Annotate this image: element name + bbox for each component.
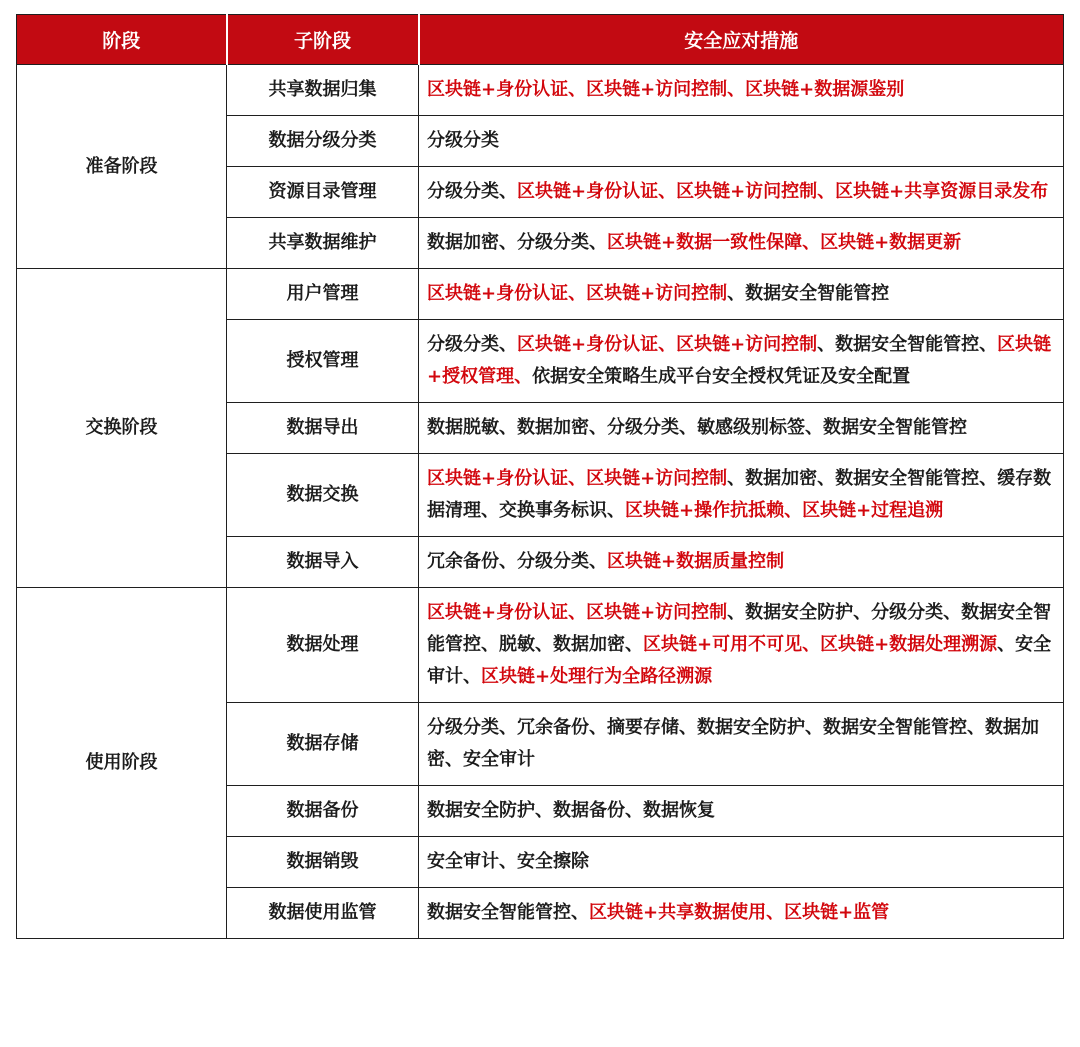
measure-segment: 区块链+身份认证、区块链+访问控制 — [427, 283, 728, 304]
measure-segment: 安全审计、安全擦除 — [427, 851, 589, 872]
table-row — [17, 588, 1064, 703]
measures-cell — [419, 837, 1064, 888]
measure-segment: 区块链+身份认证、区块链+访问控制 — [427, 468, 728, 489]
subphase-cell: 数据销毁 — [227, 837, 419, 888]
table-row — [17, 269, 1064, 320]
measure-segment: 、数据加密、数据安全智能管控、缓存数据清理、交换事务标识、 — [427, 468, 1052, 521]
header-subphase: 子阶段 — [227, 15, 419, 65]
measure-segment: 依据安全策略生成平台安全授权凭证及安全配置 — [532, 366, 911, 387]
measure-segment: 分级分类、冗余备份、摘要存储、数据安全防护、数据安全智能管控、数据加密、安全审计 — [427, 717, 1039, 770]
header-row — [17, 15, 1064, 65]
table-body — [17, 65, 1064, 939]
measure-segment: 区块链+可用不可见、区块链+数据处理溯源 — [643, 634, 998, 655]
table-row — [17, 65, 1064, 116]
phase-cell: 准备阶段 — [17, 65, 227, 269]
measures-cell — [419, 888, 1064, 939]
measure-segment: 数据安全智能管控、 — [427, 902, 589, 923]
measure-segment: 区块链+处理行为全路径溯源 — [481, 666, 713, 687]
measure-segment: 分级分类、 — [427, 334, 517, 355]
measures-cell — [419, 537, 1064, 588]
subphase-cell: 数据处理 — [227, 588, 419, 703]
measure-segment: 分级分类、 — [427, 181, 517, 202]
subphase-cell: 共享数据归集 — [227, 65, 419, 116]
measures-cell — [419, 65, 1064, 116]
measure-segment: 区块链+操作抗抵赖、区块链+过程追溯 — [625, 500, 944, 521]
measure-segment: 分级分类 — [427, 130, 499, 151]
measures-cell — [419, 167, 1064, 218]
measures-cell — [419, 218, 1064, 269]
measure-segment: 冗余备份、分级分类、 — [427, 551, 607, 572]
table-header — [17, 15, 1064, 65]
measures-cell — [419, 320, 1064, 403]
measure-segment: 区块链+数据一致性保障、区块链+数据更新 — [607, 232, 962, 253]
measure-segment: 、数据安全防护、分级分类、数据安全智能管控、脱敏、数据加密、 — [427, 602, 1052, 655]
subphase-cell: 数据存储 — [227, 703, 419, 786]
measures-cell — [419, 588, 1064, 703]
measures-cell — [419, 116, 1064, 167]
measure-segment: 区块链+身份认证、区块链+访问控制 — [517, 334, 818, 355]
measure-segment: 区块链+身份认证、区块链+访问控制 — [427, 602, 728, 623]
measures-cell — [419, 786, 1064, 837]
subphase-cell: 用户管理 — [227, 269, 419, 320]
subphase-cell: 数据备份 — [227, 786, 419, 837]
measure-segment: 、安全审计、 — [427, 634, 1052, 687]
measures-cell — [419, 454, 1064, 537]
measure-segment: 数据加密、分级分类、 — [427, 232, 607, 253]
measures-cell — [419, 269, 1064, 320]
measures-cell — [419, 403, 1064, 454]
measure-segment: 数据脱敏、数据加密、分级分类、敏感级别标签、数据安全智能管控 — [427, 417, 967, 438]
security-measures-table — [16, 14, 1064, 939]
subphase-cell: 数据使用监管 — [227, 888, 419, 939]
phase-cell: 交换阶段 — [17, 269, 227, 588]
measure-segment: 、数据安全智能管控 — [727, 283, 890, 304]
measure-segment: 区块链+授权管理、 — [427, 334, 1052, 387]
measure-segment: 区块链+身份认证、区块链+访问控制、区块链+数据源鉴别 — [427, 79, 905, 100]
subphase-cell: 授权管理 — [227, 320, 419, 403]
measure-segment: 区块链+身份认证、区块链+访问控制、区块链+共享资源目录发布 — [517, 181, 1049, 202]
subphase-cell: 数据导出 — [227, 403, 419, 454]
subphase-cell: 数据分级分类 — [227, 116, 419, 167]
measure-segment: 区块链+共享数据使用、区块链+监管 — [589, 902, 890, 923]
measure-segment: 区块链+数据质量控制 — [607, 551, 785, 572]
header-phase: 阶段 — [17, 15, 227, 65]
subphase-cell: 资源目录管理 — [227, 167, 419, 218]
header-measures: 安全应对措施 — [419, 15, 1064, 65]
measure-segment: 数据安全防护、数据备份、数据恢复 — [427, 800, 715, 821]
subphase-cell: 共享数据维护 — [227, 218, 419, 269]
subphase-cell: 数据导入 — [227, 537, 419, 588]
subphase-cell: 数据交换 — [227, 454, 419, 537]
measures-cell — [419, 703, 1064, 786]
measure-segment: 、数据安全智能管控、 — [817, 334, 998, 355]
phase-cell: 使用阶段 — [17, 588, 227, 939]
